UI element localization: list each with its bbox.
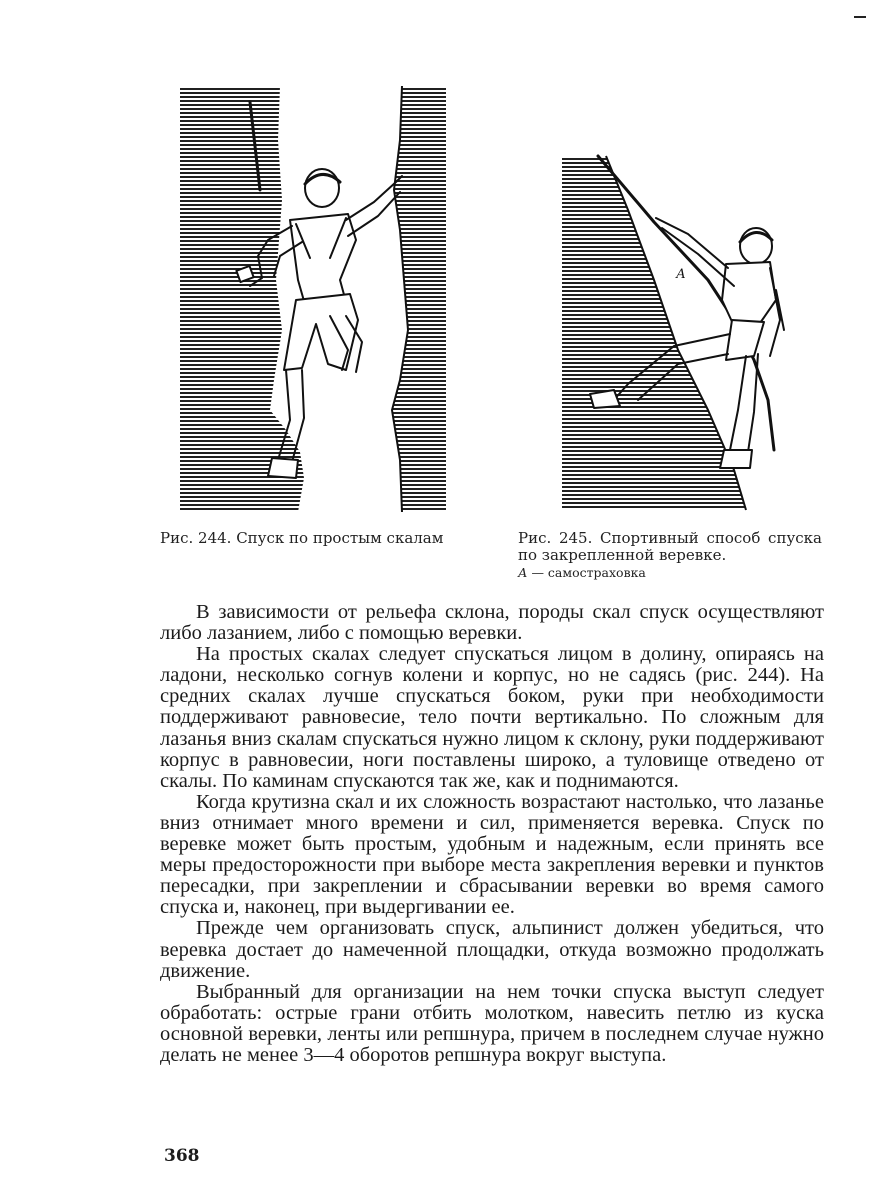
edge-mark <box>854 16 866 18</box>
paragraph: Прежде чем организовать спуск, альпинист должен убедиться, что веревка достает до намеченной площадки, откуда возможно продолжать движение. <box>160 917 824 982</box>
paragraph: На простых скалах следует спускаться лицом в долину, опираясь на ладони, несколько согнув колени и корпус, но не садясь (рис. 244). На средних скалах лучше спускаться боком, руки при необходимости поддерживают равновесие, тело почти вертикально. По сложным для лазанья вниз скалам спускаться нужно лицом к склону, руки поддерживают корпус в равновесии, ноги поставлены широко, а туловище отведено от скалы. По каминам спускаются так же, как и поднимаются. <box>160 643 824 792</box>
figure-245-note-text: — самостраховка <box>527 565 646 580</box>
figure-244-caption: Рис. 244. Спуск по простым скалам <box>160 529 444 547</box>
figure-245-illustration <box>558 150 802 512</box>
figure-245-caption <box>518 530 822 581</box>
paragraph: Когда крутизна скал и их сложность возрастают настолько, что лазанье вниз отнимает много времени и сил, применяется веревка. Спуск по веревке может быть простым, удобным и надежным, если принять все меры предосторожности при выборе места закрепления веревки и пунктов пересадки, при закреплении и сбрасывании веревки во время самого спуска и, наконец, при выдергивании ее. <box>160 790 824 919</box>
figure-245-note <box>518 565 646 580</box>
body-text <box>160 602 824 1066</box>
paragraph: В зависимости от рельефа склона, породы скал спуск осуществляют либо лазанием, либо с помощью веревки. <box>160 601 824 645</box>
paragraph: Выбранный для организации на нем точки спуска выступ следует обработать: острые грани отбить молотком, навесить петлю из куска основной веревки, ленты или репшнура, причем в последнем случае нужно делать не менее 3—4 оборотов репшнура вокруг выступа. <box>160 980 824 1066</box>
page-number: 368 <box>164 1146 200 1166</box>
figure-245-note-letter: А <box>518 565 528 580</box>
callout-a: А <box>676 267 686 282</box>
figure-245-caption-text: Рис. 245. Спортивный способ спуска по закрепленной веревке. <box>518 529 822 564</box>
figure-244-illustration <box>178 80 452 512</box>
